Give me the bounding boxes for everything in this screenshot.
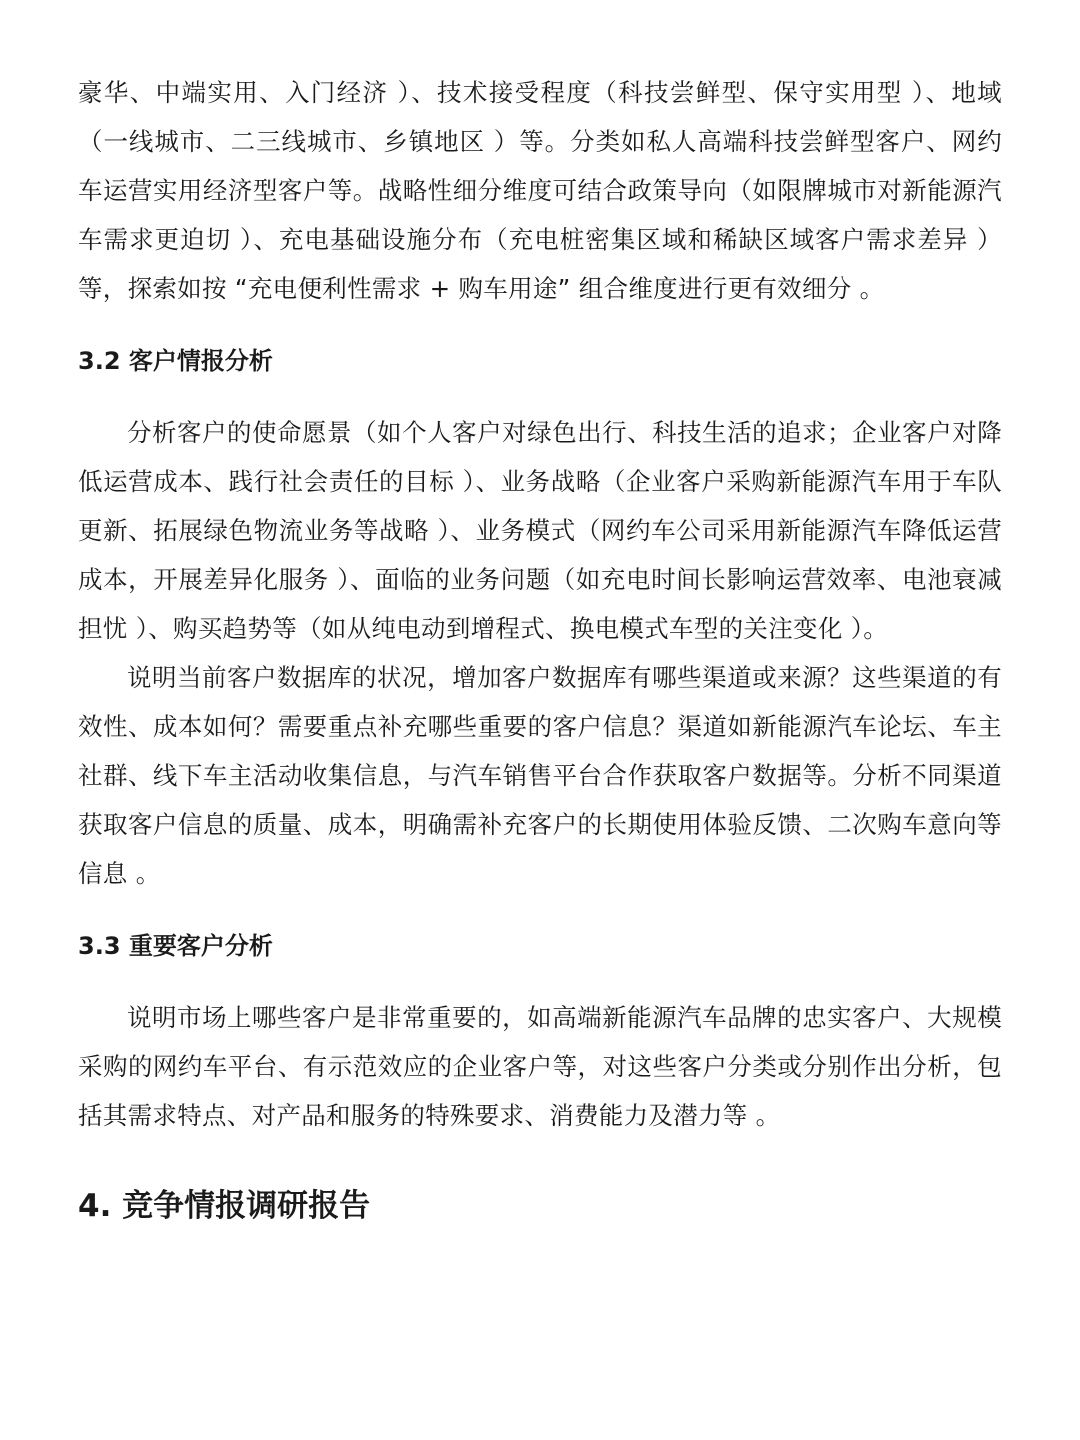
- paragraph-customer-database: 说明当前客户数据库的状况，增加客户数据库有哪些渠道或来源？这些渠道的有效性、成本如何？需要重点补充哪些重要的客户信息？渠道如新能源汽车论坛、车主社群、线下车主活动收集信息，与汽车销售平台合作获取客户数据等。分析不同渠道获取客户信息的质量、成本，明确需补充客户的长期使用体验反馈、二次购车意向等信息 。: [78, 663, 1002, 888]
- document-page: [78, 68, 1002, 1231]
- section-heading-3-2: 3.2 客户情报分析: [78, 347, 273, 375]
- paragraph-key-customers: 说明市场上哪些客户是非常重要的，如高端新能源汽车品牌的忠实客户、大规模采购的网约车平台、有示范效应的企业客户等，对这些客户分类或分别作出分析，包括其需求特点、对产品和服务的特殊要求、消费能力及潜力等 。: [78, 1003, 1002, 1130]
- intro-paragraph: 豪华、中端实用、入门经济 ）、技术接受程度（科技尝鲜型、保守实用型 ）、地域（一线城市、二三线城市、乡镇地区 ）等。分类如私人高端科技尝鲜型客户、网约车运营实用经济型客户等。战略性细分维度可结合政策导向（如限牌城市对新能源汽车需求更迫切 ）、充电基础设施分布（充电桩密集区域和稀缺区域客户需求差异 ）等，探索如按 “充电便利性需求 + 购车用途” 组合维度进行更有效细分 。: [78, 78, 1002, 303]
- paragraph-customer-vision: 分析客户的使命愿景（如个人客户对绿色出行、科技生活的追求；企业客户对降低运营成本、践行社会责任的目标 ）、业务战略（企业客户采购新能源汽车用于车队更新、拓展绿色物流业务等战略 ）、业务模式（网约车公司采用新能源汽车降低运营成本，开展差异化服务 ）、面临的业务问题（如充电时间长影响运营效率、电池衰减担忧 ）、购买趋势等（如从纯电动到增程式、换电模式车型的关注变化 ）。: [78, 418, 1002, 643]
- chapter-heading-4: 4. 竞争情报调研报告: [78, 1188, 371, 1224]
- section-heading-3-3: 3.3 重要客户分析: [78, 932, 273, 960]
